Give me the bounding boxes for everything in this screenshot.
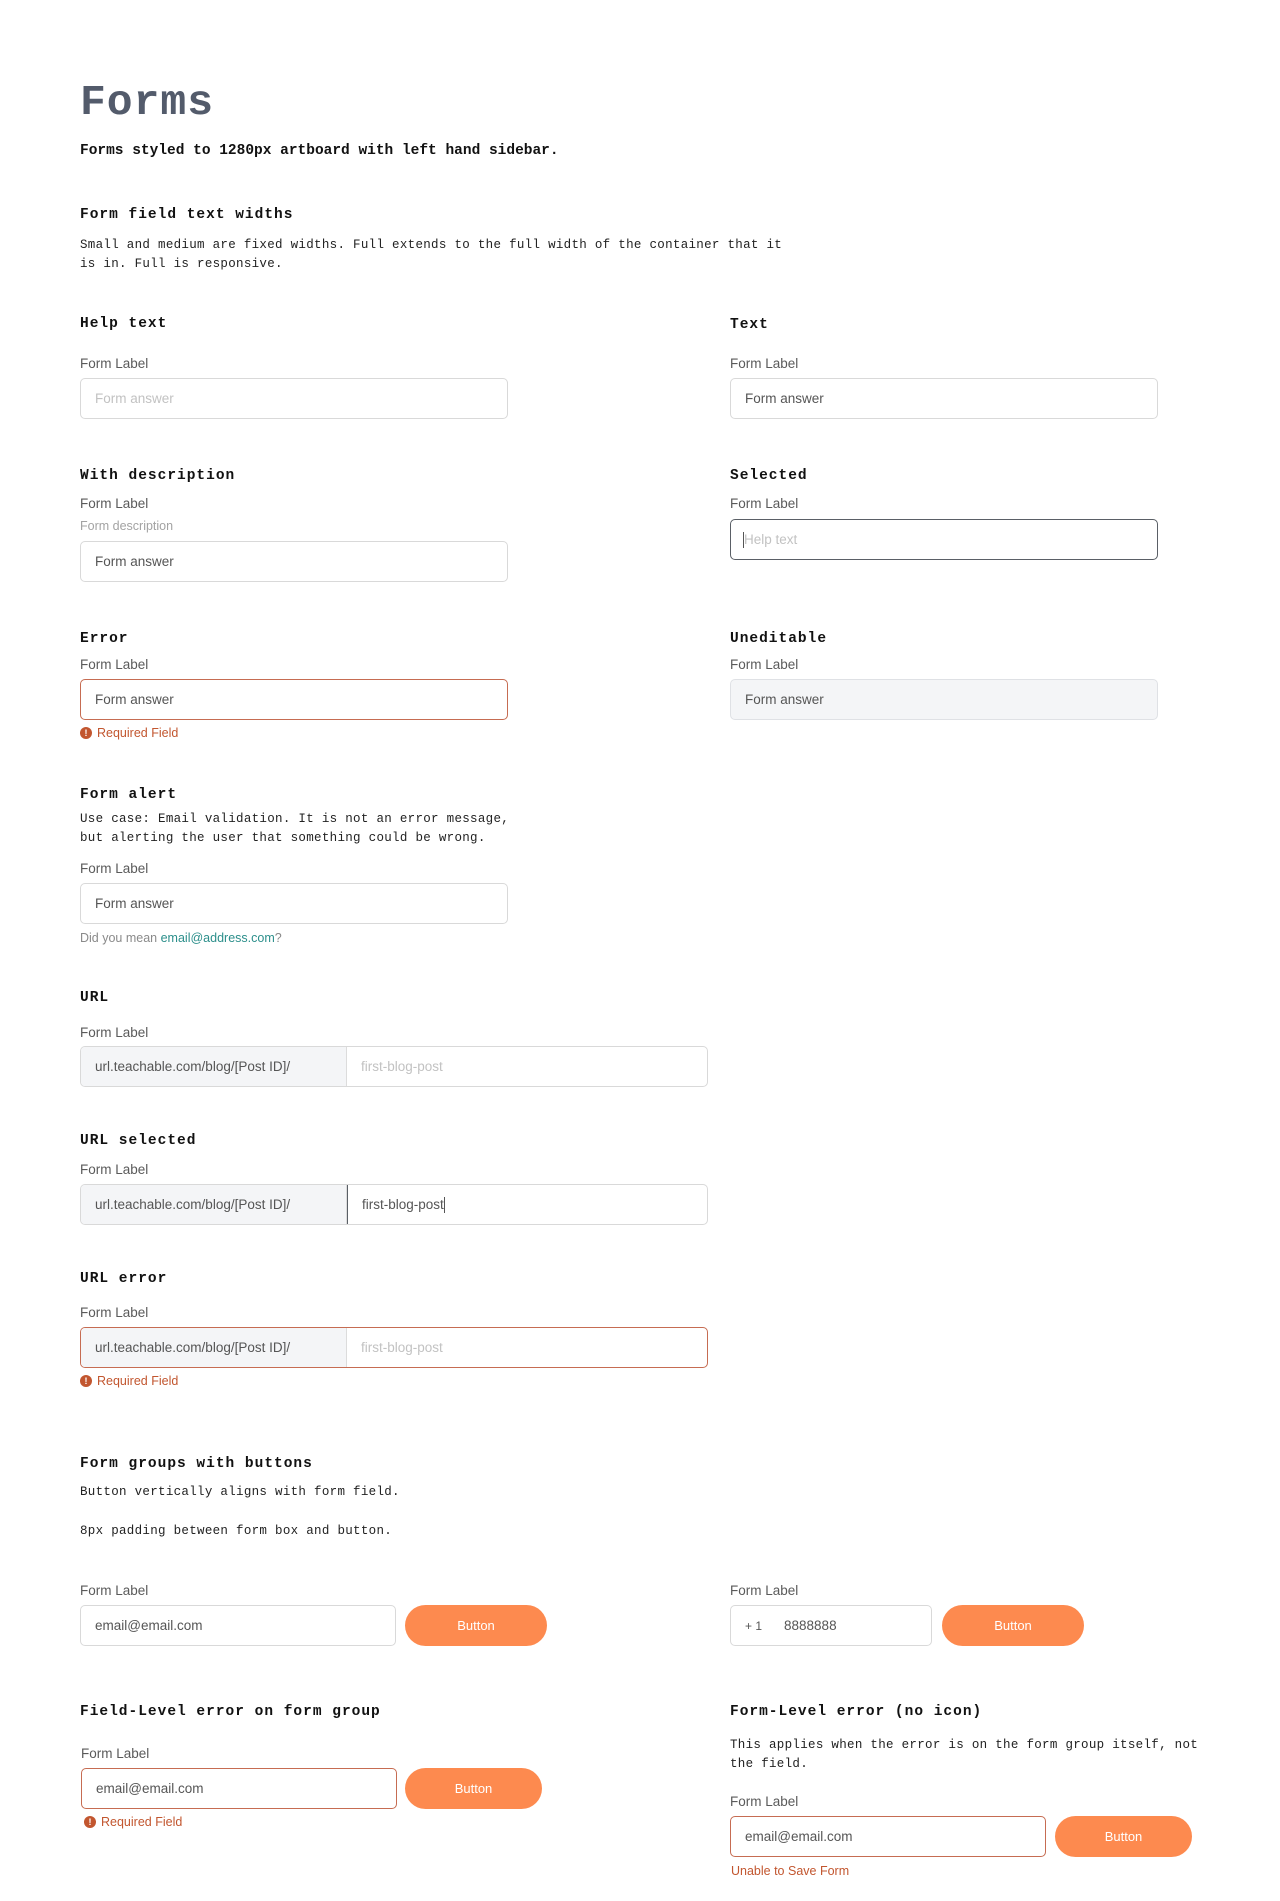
url-slug-input-selected[interactable]: first-blog-post [347, 1184, 708, 1225]
section-title-help-text: Help text [80, 316, 168, 332]
section-desc-groups-line2: 8px padding between form box and button. [80, 1524, 393, 1538]
described-input[interactable]: Form answer [80, 541, 508, 582]
error-message: ! Required Field [84, 1815, 182, 1829]
form-label: Form Label [80, 861, 149, 876]
section-title-form-alert: Form alert [80, 787, 178, 803]
section-title-with-description: With description [80, 468, 236, 484]
email-input[interactable]: email@email.com [80, 1605, 396, 1646]
form-label: Form Label [730, 496, 799, 511]
form-label: Form Label [80, 1583, 149, 1598]
form-description: Form description [80, 519, 174, 533]
country-code: + 1 [745, 1618, 763, 1633]
alert-input[interactable]: Form answer [80, 883, 508, 924]
uneditable-input: Form answer [730, 679, 1158, 720]
url-input-group-error [80, 1327, 708, 1368]
page-subtitle: Forms styled to 1280px artboard with left hand sidebar. [80, 143, 559, 159]
error-icon: ! [80, 1375, 92, 1387]
section-title-form-groups: Form groups with buttons [80, 1456, 313, 1472]
error-icon: ! [84, 1816, 96, 1828]
page-title: Forms [80, 78, 215, 127]
suggested-email-link[interactable]: email@address.com [160, 931, 275, 945]
form-label: Form Label [80, 496, 149, 511]
text-input[interactable]: Form answer [730, 378, 1158, 419]
form-label: Form Label [730, 657, 799, 672]
section-desc-form-level: This applies when the error is on the form group itself, not the field. [730, 1738, 1199, 1771]
form-label: Form Label [80, 1162, 149, 1177]
error-input[interactable]: Form answer [80, 679, 508, 720]
section-desc-form-alert: Use case: Email validation. It is not an error message, but alerting the user that something could be wrong. [80, 812, 510, 845]
help-text-input[interactable]: Form answer [80, 378, 508, 419]
form-label: Form Label [81, 1746, 150, 1761]
form-label: Form Label [80, 657, 149, 672]
section-title-url: URL [80, 990, 110, 1006]
submit-button[interactable]: Button [1055, 1816, 1192, 1857]
email-input-form-error[interactable]: email@email.com [730, 1816, 1046, 1857]
submit-button[interactable]: Button [942, 1605, 1084, 1646]
section-title-uneditable: Uneditable [730, 631, 828, 647]
selected-input[interactable]: Help text [730, 519, 1158, 560]
section-title-error: Error [80, 631, 129, 647]
text-cursor [444, 1197, 445, 1213]
email-input-error[interactable]: email@email.com [81, 1768, 397, 1809]
url-prefix: url.teachable.com/blog/[Post ID]/ [81, 1185, 347, 1224]
section-title-field-level-error: Field-Level error on form group [80, 1704, 381, 1720]
section-title-text: Text [730, 317, 769, 333]
form-error-message: Unable to Save Form [731, 1864, 850, 1878]
submit-button[interactable]: Button [405, 1768, 542, 1809]
error-icon: ! [80, 727, 92, 739]
url-prefix: url.teachable.com/blog/[Post ID]/ [81, 1047, 347, 1086]
form-label: Form Label [80, 1025, 149, 1040]
form-label: Form Label [730, 1583, 799, 1598]
submit-button[interactable]: Button [405, 1605, 547, 1646]
url-input-group [80, 1046, 708, 1087]
url-prefix: url.teachable.com/blog/[Post ID]/ [81, 1328, 347, 1367]
error-message: ! Required Field [80, 1374, 178, 1388]
alert-hint: Did you mean email@address.com? [80, 931, 282, 945]
section-title-form-level-error: Form-Level error (no icon) [730, 1704, 983, 1720]
url-slug-input[interactable]: first-blog-post [361, 1059, 443, 1074]
phone-input[interactable]: + 1 8888888 [730, 1605, 932, 1646]
section-title-selected: Selected [730, 468, 808, 484]
error-message: ! Required Field [80, 726, 178, 740]
section-title-url-selected: URL selected [80, 1133, 197, 1149]
form-label: Form Label [80, 1305, 149, 1320]
url-slug-input-error[interactable]: first-blog-post [361, 1340, 443, 1355]
form-label: Form Label [80, 356, 149, 371]
section-desc-groups-line1: Button vertically aligns with form field. [80, 1485, 400, 1499]
section-title-url-error: URL error [80, 1271, 168, 1287]
form-label: Form Label [730, 356, 799, 371]
form-label: Form Label [730, 1794, 799, 1809]
section-desc-widths: Small and medium are fixed widths. Full extends to the full width of the container that it is in. Full is responsive. [80, 238, 783, 271]
section-title-widths: Form field text widths [80, 207, 294, 223]
url-input-group-selected [80, 1184, 708, 1225]
